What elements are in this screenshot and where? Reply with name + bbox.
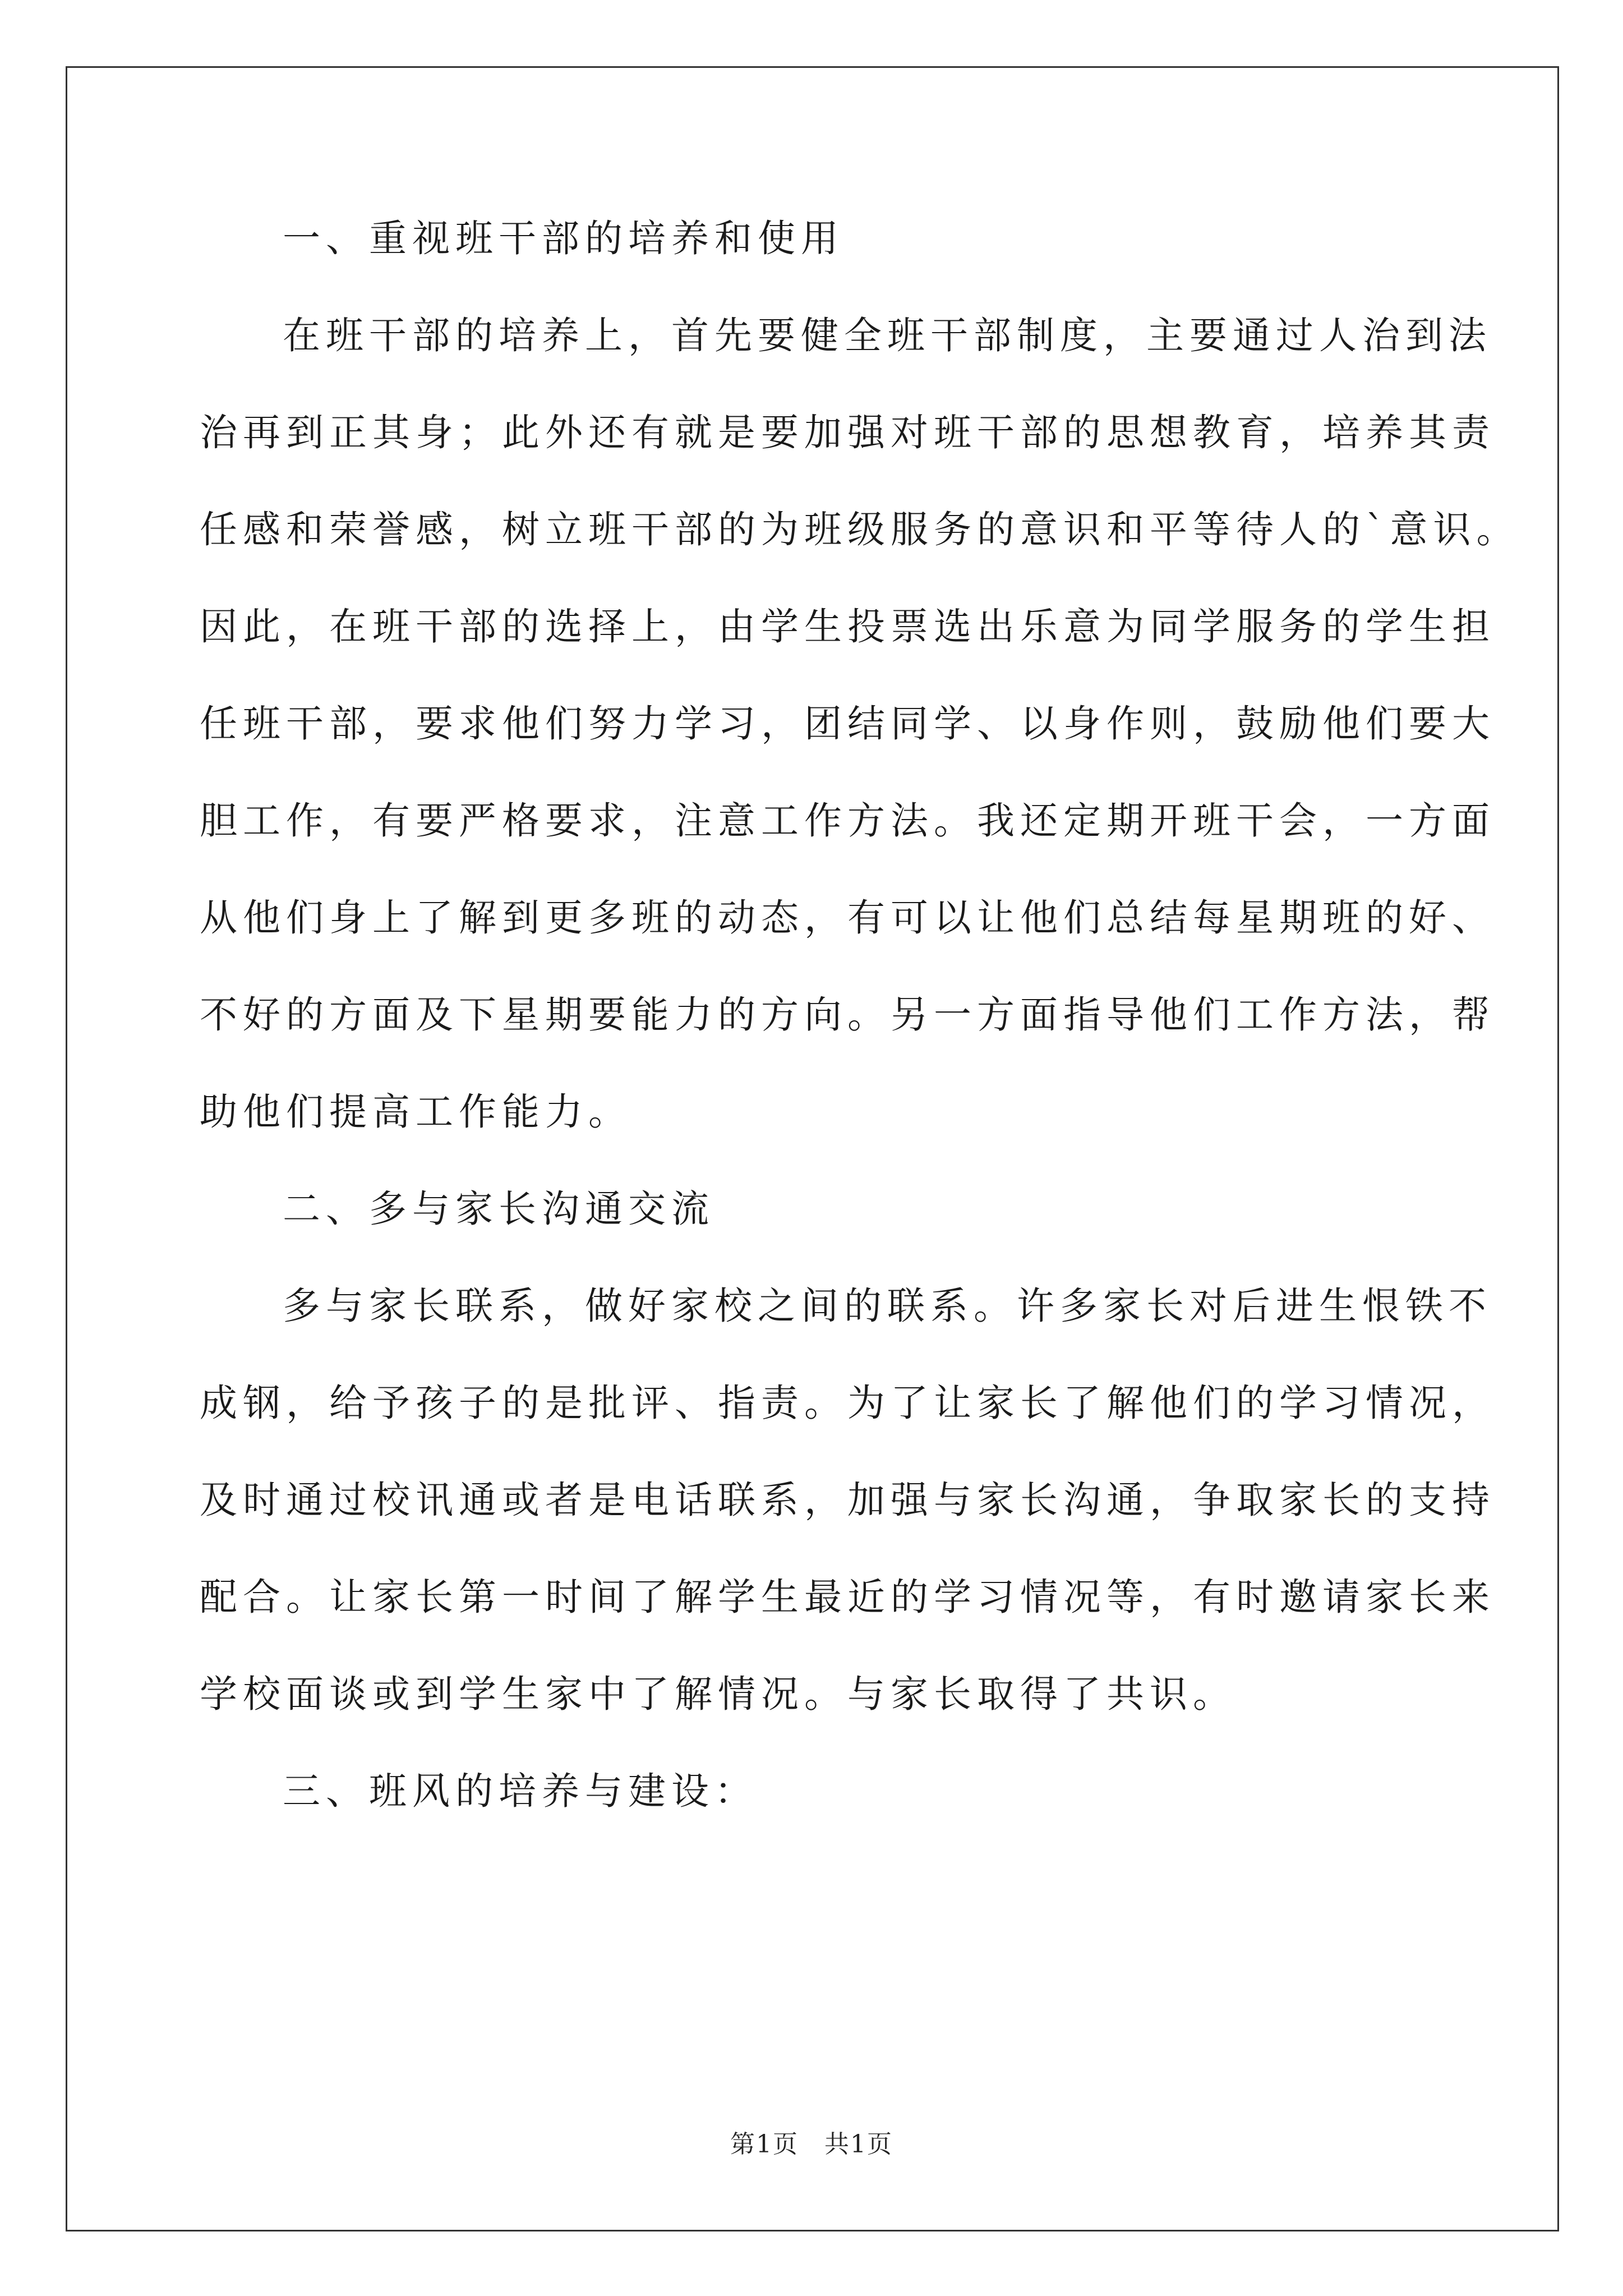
paragraph-1-line-2: 治再到正其身；此外还有就是要加强对班干部的思想教育，培养其责 xyxy=(200,411,1495,454)
section-heading-2: 二、多与家长沟通交流 xyxy=(283,1187,714,1231)
paragraph-1-line-7: 从他们身上了解到更多班的动态，有可以让他们总结每星期班的好、 xyxy=(200,896,1495,940)
section-heading-3: 三、班风的培养与建设： xyxy=(283,1769,758,1813)
paragraph-2-line-5: 学校面谈或到学生家中了解情况。与家长取得了共识。 xyxy=(200,1672,1236,1716)
page-frame xyxy=(66,66,1559,2231)
paragraph-1-line-1: 在班干部的培养上，首先要健全班干部制度，主要通过人治到法 xyxy=(283,314,1492,357)
paragraph-2-line-4: 配合。让家长第一时间了解学生最近的学习情况等，有时邀请家长来 xyxy=(200,1575,1495,1619)
page-number-footer: 第1页 共1页 xyxy=(730,2130,893,2159)
paragraph-1-line-5: 任班干部，要求他们努力学习，团结同学、以身作则，鼓励他们要大 xyxy=(200,702,1495,746)
paragraph-2-line-2: 成钢，给予孩子的是批评、指责。为了让家长了解他们的学习情况， xyxy=(200,1381,1495,1425)
paragraph-1-line-6: 胆工作，有要严格要求，注意工作方法。我还定期开班干会，一方面 xyxy=(200,799,1495,843)
paragraph-2-line-3: 及时通过校讯通或者是电话联系，加强与家长沟通，争取家长的支持 xyxy=(200,1478,1495,1522)
paragraph-1-line-4: 因此，在班干部的选择上，由学生投票选出乐意为同学服务的学生担 xyxy=(200,605,1495,648)
paragraph-1-line-8: 不好的方面及下星期要能力的方向。另一方面指导他们工作方法，帮 xyxy=(200,993,1495,1037)
paragraph-2-line-1: 多与家长联系，做好家校之间的联系。许多家长对后进生恨铁不 xyxy=(283,1284,1492,1328)
section-heading-1: 一、重视班干部的培养和使用 xyxy=(283,217,844,260)
paragraph-1-line-3: 任感和荣誉感，树立班干部的为班级服务的意识和平等待人的`意识。 xyxy=(200,508,1520,551)
paragraph-1-line-9: 助他们提高工作能力。 xyxy=(200,1090,631,1134)
